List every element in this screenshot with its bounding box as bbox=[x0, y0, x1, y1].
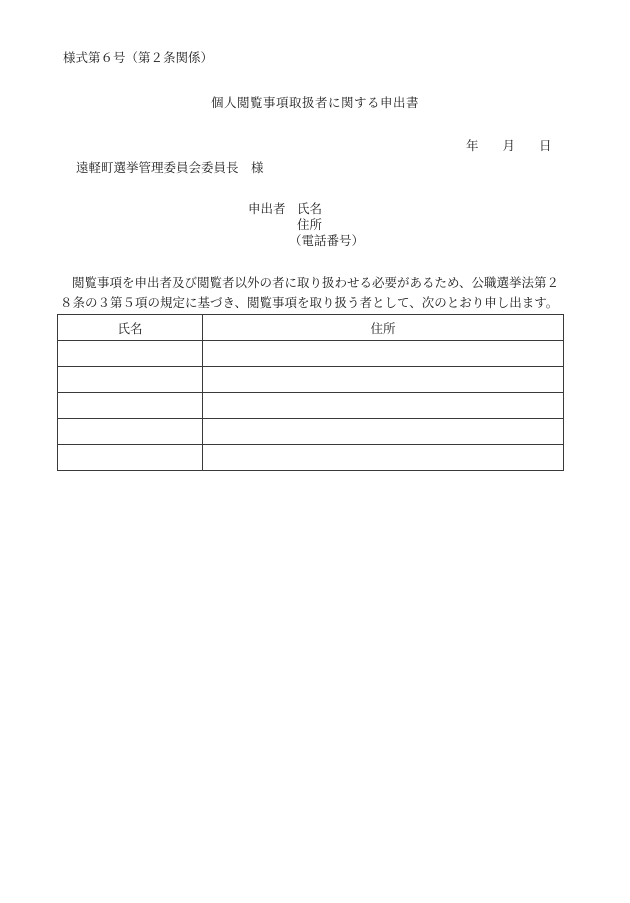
address-cell[interactable] bbox=[203, 445, 564, 471]
document-title: 個人閲覧事項取扱者に関する申出書 bbox=[210, 95, 419, 110]
address-cell[interactable] bbox=[203, 367, 564, 393]
table-row bbox=[58, 367, 564, 393]
statement-paragraph bbox=[60, 273, 568, 313]
statement-line-1: 閲覧事項を申出者及び閲覧者以外の者に取り扱わせる必要があるため、公職選挙法第２ bbox=[72, 275, 560, 290]
applicant-name-label: 氏名 bbox=[297, 201, 323, 216]
addressee: 遠軽町選挙管理委員会委員長 様 bbox=[76, 160, 264, 175]
applicant-address-label: 住所 bbox=[297, 217, 323, 232]
table-row bbox=[58, 419, 564, 445]
column-header-address: 住所 bbox=[203, 315, 564, 341]
applicant-phone-label: （電話番号） bbox=[289, 233, 365, 248]
address-cell[interactable] bbox=[203, 341, 564, 367]
address-cell[interactable] bbox=[203, 419, 564, 445]
name-cell[interactable] bbox=[58, 419, 203, 445]
name-cell[interactable] bbox=[58, 445, 203, 471]
table-row bbox=[58, 393, 564, 419]
name-cell[interactable] bbox=[58, 367, 203, 393]
date-month-label: 月 bbox=[502, 138, 516, 153]
form-number: 様式第６号（第２条関係） bbox=[63, 50, 214, 65]
name-cell[interactable] bbox=[58, 341, 203, 367]
table-row bbox=[58, 341, 564, 367]
date-year-label: 年 bbox=[466, 138, 479, 153]
handler-table bbox=[57, 314, 564, 471]
table-header-row bbox=[58, 315, 564, 341]
column-header-name: 氏名 bbox=[58, 315, 203, 341]
applicant-label: 申出者 bbox=[248, 201, 286, 216]
address-cell[interactable] bbox=[203, 393, 564, 419]
table-row bbox=[58, 445, 564, 471]
name-cell[interactable] bbox=[58, 393, 203, 419]
date-day-label: 日 bbox=[539, 138, 552, 153]
date-line bbox=[466, 138, 552, 154]
statement-line-2: ８条の３第５項の規定に基づき、閲覧事項を取り扱う者として、次のとおり申し出ます。 bbox=[60, 295, 559, 310]
